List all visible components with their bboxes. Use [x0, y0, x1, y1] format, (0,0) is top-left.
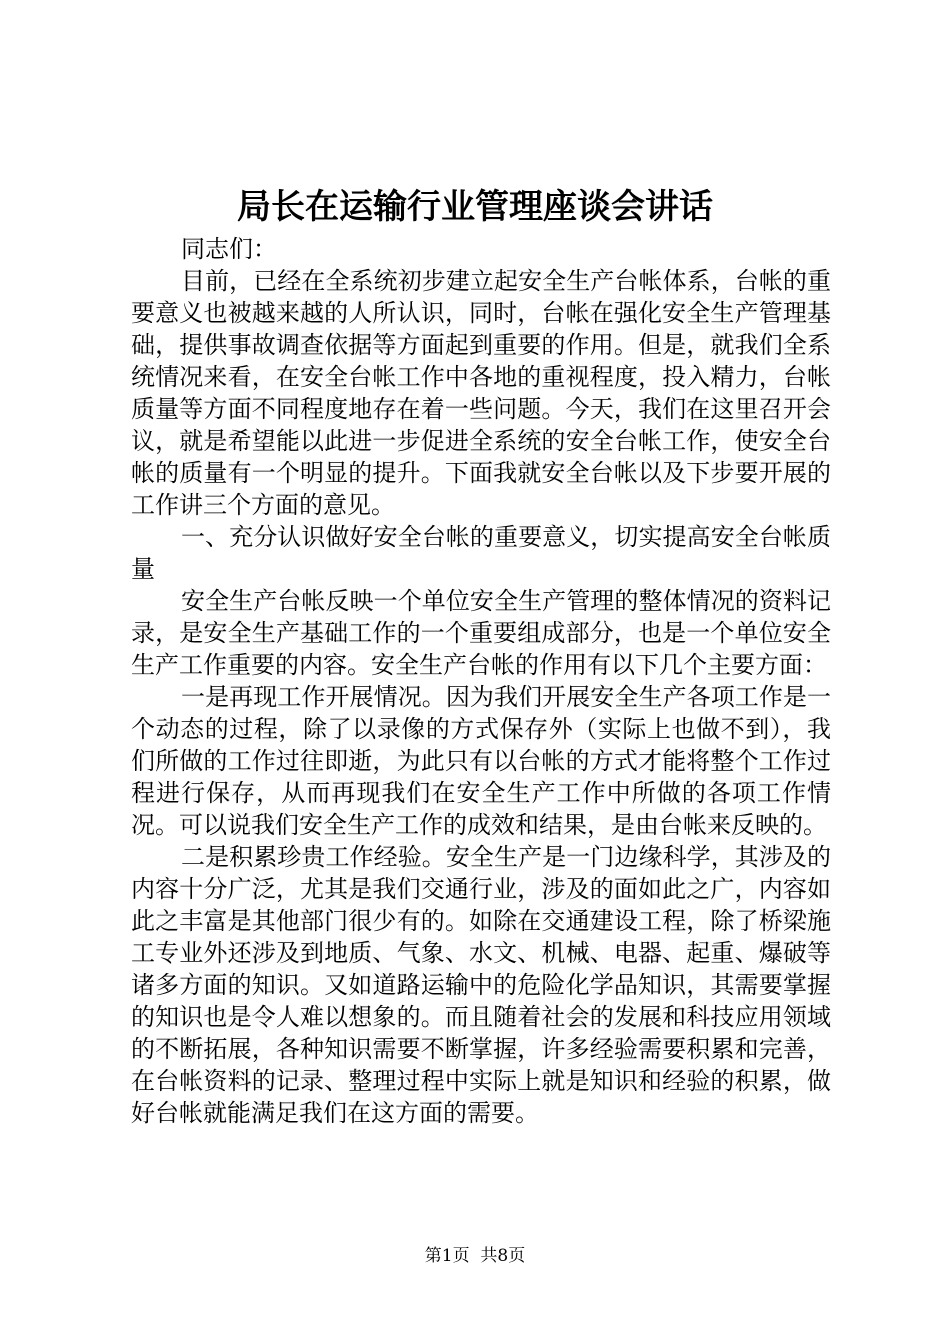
paragraph-point-1: 一是再现工作开展情况。因为我们开展安全生产各项工作是一个动态的过程，除了以录像的方式保存外（实际上也做不到），我们所做的工作过往即逝，为此只有以台帐的方式才能将整个工作过程进行保存，从而再现我们在安全生产工作中所做的各项工作情况。可以说我们安全生产工作的成效和结果，是由台帐来反映的。	[131, 683, 831, 839]
salutation: 同志们：	[181, 235, 277, 263]
document-body	[131, 233, 831, 1129]
paragraph-intro: 目前，已经在全系统初步建立起安全生产台帐体系，台帐的重要意义也被越来越的人所认识，同时，台帐在强化安全生产管理基础，提供事故调查依据等方面起到重要的作用。但是，就我们全系统情况来看，在安全台帐工作中各地的重视程度，投入精力，台帐质量等方面不同程度地存在着一些问题。今天，我们在这里召开会议，就是希望能以此进一步促进全系统的安全台帐工作，使安全台帐的质量有一个明显的提升。下面我就安全台帐以及下步要开展的工作讲三个方面的意见。	[131, 267, 831, 519]
page-footer: 第1页 共8页	[424, 1246, 526, 1266]
paragraph-ledger-overview: 安全生产台帐反映一个单位安全生产管理的整体情况的资料记录，是安全生产基础工作的一个重要组成部分，也是一个单位安全生产工作重要的内容。安全生产台帐的作用有以下几个主要方面：	[131, 587, 831, 679]
paragraph-point-2: 二是积累珍贵工作经验。安全生产是一门边缘科学，其涉及的内容十分广泛，尤其是我们交通行业，涉及的面如此之广，内容如此之丰富是其他部门很少有的。如除在交通建设工程，除了桥梁施工专业外还涉及到地质、气象、水文、机械、电器、起重、爆破等诸多方面的知识。又如道路运输中的危险化学品知识，其需要掌握的知识也是令人难以想象的。而且随着社会的发展和科技应用领域的不断拓展，各种知识需要不断掌握，许多经验需要积累和完善，在台帐资料的记录、整理过程中实际上就是知识和经验的积累，做好台帐就能满足我们在这方面的需要。	[131, 843, 831, 1127]
document-title: 局长在运输行业管理座谈会讲话	[237, 187, 713, 227]
section-heading-1: 一、充分认识做好安全台帐的重要意义，切实提高安全台帐质量	[131, 523, 831, 583]
